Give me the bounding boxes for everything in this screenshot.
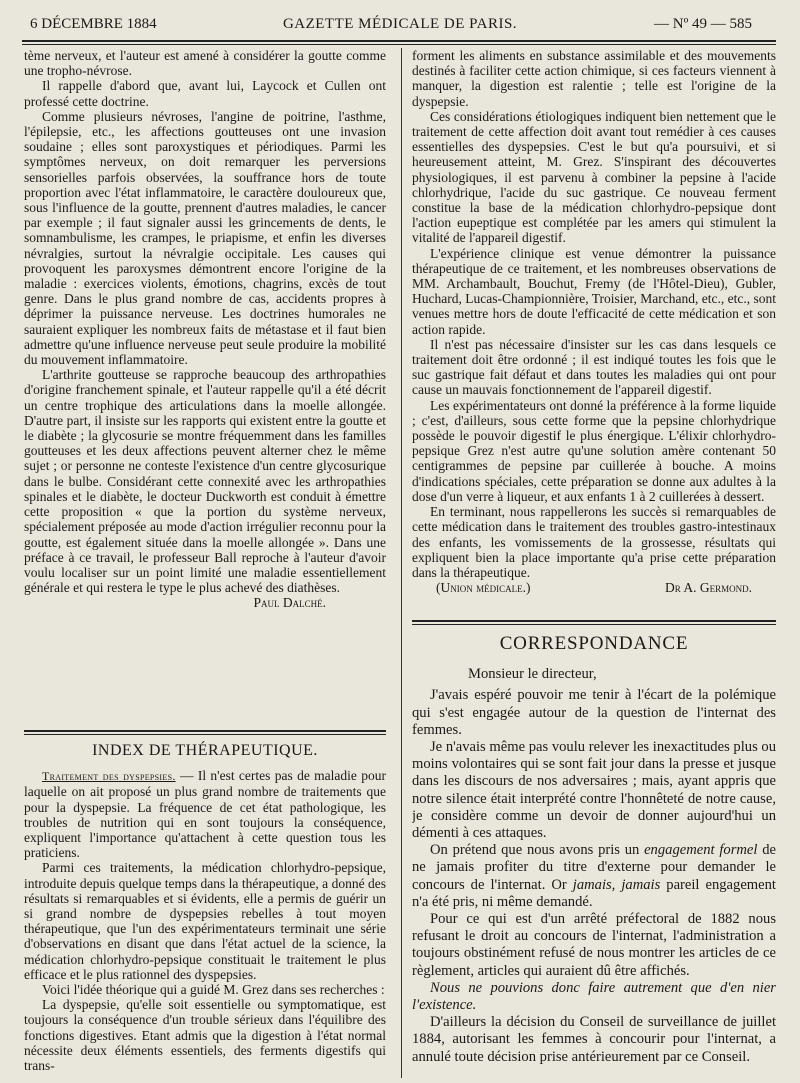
author-signature: Dr A. Germond.	[664, 580, 752, 596]
header-issue-page: — Nº 49 — 585	[654, 16, 752, 32]
header-rule	[22, 40, 776, 45]
text-span: On prétend que nous avons pris un	[430, 842, 645, 859]
text-span: pareil engagement n'a été pris, ni même demandé.	[412, 876, 776, 910]
section-title: CORRESPONDANCE	[499, 633, 689, 654]
paragraph: Pour ce qui est d'un arrêté préfectoral de 1882 nous refusant le droit au concours de l'internat, l'administration a toujours obstinément refusé de nous montrer les articles de ce règlement, articles qui auraient dû être affichés.	[412, 911, 776, 979]
paragraph: Ces considérations étiologiques indiquent bien nettement que le traitement de cette affection doit avant tout remédier à ces causes essentielles des dyspepsies. C'est le but qu'a poursuivi, et si heureusement atteint, M. Grez. S'inspirant des découvertes physiologiques, il est parvenu à combiner la pepsine à l'acide chlorhydrique, l'acide du suc gastrique. Ce nouveau ferment constitue la base de la médication chlorhydro-pepsique dont l'action eupeptique est complétée par les amers qui stimulent la vitalité de l'appareil digestif.	[412, 108, 776, 246]
paragraph: Il n'est pas nécessaire d'insister sur les cas dans lesquels ce traitement doit être ordonné ; il est indiqué toutes les fois que le suc gastrique fait défaut et dans toutes les maladies qui ont pour cause un mauvais fonctionnement de l'appareil digestif.	[412, 336, 776, 398]
section-rule	[412, 620, 776, 625]
section-rule	[24, 730, 386, 735]
paragraph	[24, 768, 386, 860]
page-header	[24, 14, 776, 36]
paragraph: D'ailleurs la décision du Conseil de surveillance de juillet 1884, autorisant les femmes à concourir pour l'internat, a annulé toute décision prise antérieurement par ce Conseil.	[412, 1014, 776, 1065]
paragraph: Je n'avais même pas voulu relever les inexactitudes plus ou moins volontaires qui se sont fait jour dans la presse et jusque dans les discours de nos adversaires ; mais, ayant appris que notre silence était interprété contre l'honnêteté de notre cause, je considère comme un devoir de donner aujourd'hui un démenti à ces attaques.	[412, 739, 776, 842]
paragraph: Parmi ces traitements, la médication chlorhydro-pepsique, introduite depuis quelque temps dans la thérapeutique, a donné des résultats si remarquables et si évidents, elle a permis de guérir un si grand nombre de dyspepsies rebelles à tout moyen thérapeutique, que l'un des expérimentateurs terminait une série d'observations en disant que dans l'état actuel de la science, la médication chlorhydro-pepsique constituait le traitement le plus efficace et le plus rationnel des dyspepsies.	[24, 860, 386, 982]
article-footer	[412, 580, 776, 595]
emphasis: Nous ne pouvions donc faire autrement que d'en nier l'existence.	[412, 979, 776, 1014]
header-journal-title: GAZETTE MÉDICALE DE PARIS.	[282, 16, 518, 32]
paragraph: Les expérimentateurs ont donné la préférence à la forme liquide ; c'est, d'ailleurs, sous cette forme que la pepsine chlorhydrique possède le pouvoir digestif le plus énergique. L'élixir chlorhydro-pepsique Grez n'est autre qu'une solution amère contenant 50 centigrammes de pepsine par cuillerée à bouche. A moins d'indications spéciales, cette préparation se donne aux adultes à la dose d'un verre à liqueur, et aux enfants 1 à 2 cuillerées à dessert.	[412, 397, 776, 504]
paragraph: J'avais espéré pouvoir me tenir à l'écart de la polémique qui s'est engagée autour de la question de l'internat des femmes.	[412, 687, 776, 738]
section-title: INDEX DE THÉRAPEUTIQUE.	[92, 742, 318, 759]
column-divider	[401, 48, 402, 1078]
paragraph: L'expérience clinique est venue démontrer la puissance thérapeutique de ce traitement, et les nombreuses observations de MM. Archambault, Bouchut, Fremy (de l'Hôtel-Dieu), Gubler, Huchard, Lucas-Championnière, Troisier, Marchand, etc., etc., sont venues mettre hors de doute l'efficacité de cette médication et son action rapide.	[412, 245, 776, 337]
paragraph: Voici l'idée théorique qui a guidé M. Grez dans ses recherches :	[42, 982, 385, 998]
letter-greeting: Monsieur le directeur,	[468, 666, 597, 683]
emphasis: engagement formel	[644, 842, 758, 859]
text-span: de ne jamais profiter du titre d'externe pour demander le concours de l'internat. Or	[412, 842, 776, 893]
paragraph: tème nerveux, et l'auteur est amené à considérer la goutte comme une tropho-névrose.	[24, 48, 386, 79]
author-signature: Paul Dalché.	[253, 595, 326, 611]
paragraph-lead: Traitement des dyspepsies.	[42, 769, 176, 784]
paragraph: Il rappelle d'abord que, avant lui, Laycock et Cullen ont professé cette doctrine.	[24, 78, 386, 109]
paragraph: L'arthrite goutteuse se rapproche beaucoup des arthropathies d'origine franchement spinale, et l'auteur rappelle qu'il a été décrit un centre trophique des articulations dans la moelle allongée. D'autre part, il insiste sur les rapports qui existent entre la goutte et le diabète ; la glycosurie se montre fréquemment dans les familles goutteuses et les deux affections peuvent alterner chez le même sujet ; or personne ne conteste l'existence d'un centre glycosurique dans le bulbe. Considérant cette connexité avec les arthropathies spinales et le diabète, le docteur Duckworth est conduit à émettre cette proposition « que la portion du système nerveux, spécialement préposée au mode d'action irrégulier reconnu pour la goutte, est également située dans la moelle allongée ». Dans une préface à ce travail, le professeur Ball reproche à l'auteur d'avoir voulu localiser sur un point limité une maladie essentiellement générale et qui restera le type le plus achevé des diathèses.	[24, 367, 386, 596]
paragraph: forment les aliments en substance assimilable et des mouvements destinés à faciliter cette action chimique, si ces facteurs viennent à manquer, la digestion est ralentie ; telle est l'origine de la dyspepsie.	[412, 48, 776, 109]
correspondence-section	[412, 612, 776, 1078]
paragraph	[412, 842, 776, 911]
paragraph: Comme plusieurs névroses, l'angine de poitrine, l'asthme, l'épilepsie, etc., les affections goutteuses ont une invasion soudaine ; elles sont paroxystiques et périodiques. Parmi les symptômes nerveux, on doit remarquer les perversions sensorielles parfois observées, la souffrance hors de toute proportion avec l'état inflammatoire, le caractère douloureux que, sous l'influence de la goutte, prennent d'autres maladies, le cancer par exemple ; il faut signaler aussi les grincements de dents, le somnambulisme, les crampes, le priapisme, et enfin les diverses névralgies, surtout la névralgie occipitale. Les causes qui provoquent les paroxysmes démontrent encore l'origine de la maladie : exercices violents, émotions, chagrins, excès de tout genre. Dans le plus grand nombre de cas, accidents propres à déprimer la puissance nerveuse. Les doctrines humorales ne sauraient expliquer les nombreux faits de métastase et il faut bien admettre qu'une influence nerveuse peut seule produire la mobilité du mouvement inflammatoire.	[24, 108, 386, 368]
emphasis: jamais, jamais	[572, 876, 661, 893]
article-source: (Union médicale.)	[436, 580, 531, 596]
paragraph	[412, 980, 776, 1014]
paragraph: La dyspepsie, qu'elle soit essentielle ou symptomatique, est toujours la conséquence d'un trouble sérieux dans l'équilibre des fonctions digestives. Etant admis que la digestion à l'état normal nécessite deux éléments essentiels, des ferments digestifs qui trans-	[24, 997, 386, 1074]
paragraph-text: — Il n'est certes pas de maladie pour laquelle on ait proposé un plus grand nombre de traitements que pour la dyspepsie. La fréquence de cet état pathologique, les troubles de nutrition qui en sont toujours la conséquence, expliquent l'importance qu'attachent à cette question tous les praticiens.	[24, 768, 386, 861]
header-date: 6 DÉCEMBRE 1884	[30, 16, 157, 32]
right-column-article	[412, 48, 776, 610]
therapeutics-index	[24, 722, 386, 1078]
left-column-article	[24, 48, 386, 712]
paragraph: En terminant, nous rappellerons les succès si remarquables de cette médication dans le traitement des troubles gastro-intestinaux des enfants, les vomissements de la grossesse, résultats qui expliquent bien la place importante qu'a prise cette préparation dans la thérapeutique.	[412, 504, 776, 580]
